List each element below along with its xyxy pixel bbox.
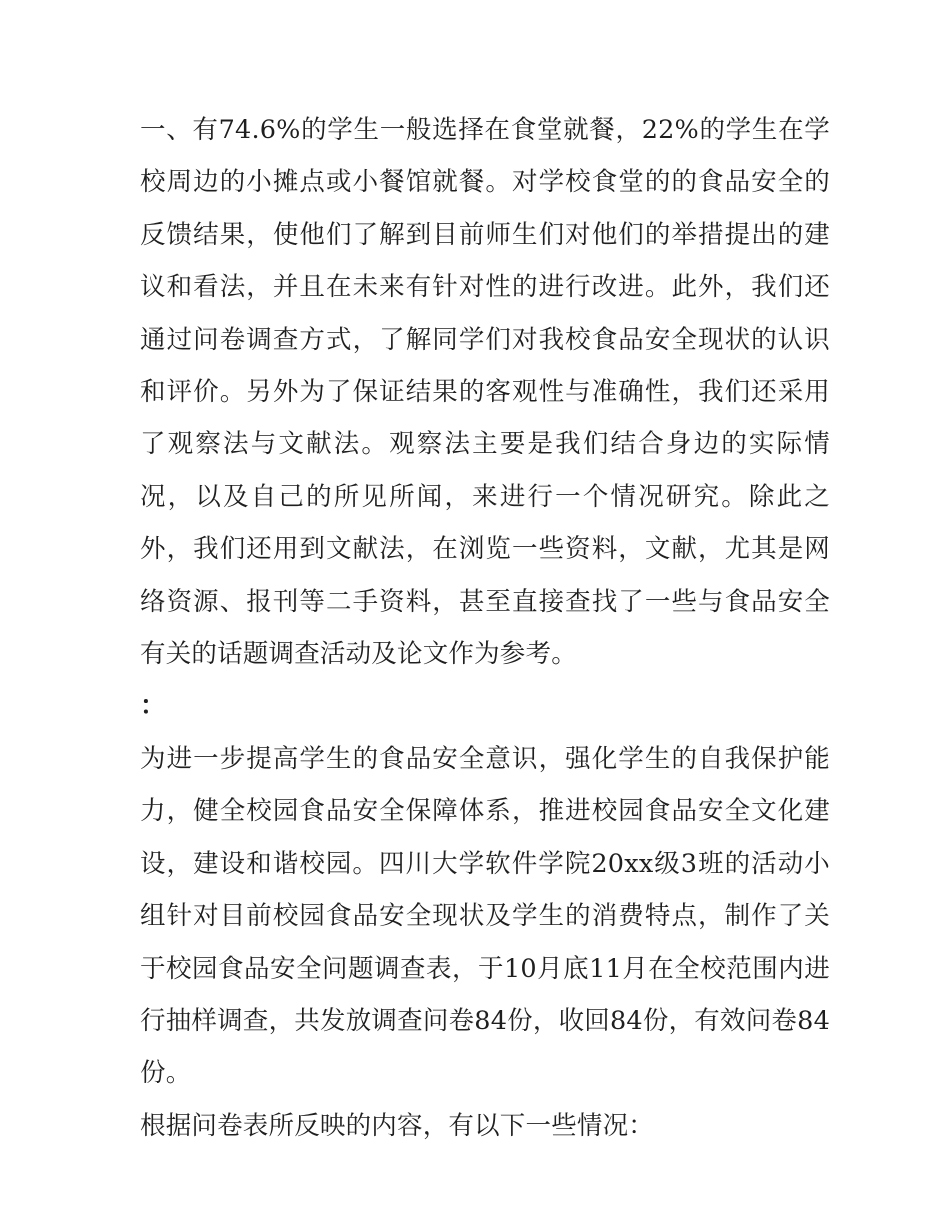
paragraph-findings-intro: 根据问卷表所反映的内容，有以下一些情况：: [140, 1110, 655, 1141]
paragraph-survey-results: 一、有74.6%的学生一般选择在食堂就餐，22%的学生在学校周边的小摊点或小餐馆就餐。对学校食堂的的食品安全的反馈结果，使他们了解到目前师生们对他们的举措提出的建议和看法，并且在未来有针对性的进行改进。此外，我们还通过问卷调查方式，了解同学们对我校食品安全现状的认识和评价。另外为了保证结果的客观性与准确性，我们还采用了观察法与文献法。观察法主要是我们结合身边的实际情况，以及自己的所见所闻，来进行一个情况研究。除此之外，我们还用到文献法，在浏览一些资料，文献，尤其是网络资源、报刊等二手资料，甚至直接查找了一些与食品安全有关的话题调查活动及论文作为参考。: [140, 115, 830, 670]
paragraph-survey-background: 为进一步提高学生的食品安全意识，强化学生的自我保护能力，健全校园食品安全保障体系，推进校园食品安全文化建设，建设和谐校园。四川大学软件学院20xx级3班的活动小组针对目前校园食品安全现状及学生的消费特点，制作了关于校园食品安全问题调查表，于10月底11月在全校范围内进行抽样调查，共发放调查问卷84份，收回84份，有效问卷84份。: [140, 743, 830, 1089]
document-page: [140, 104, 830, 1152]
section-colon-marker: ：: [140, 691, 166, 722]
